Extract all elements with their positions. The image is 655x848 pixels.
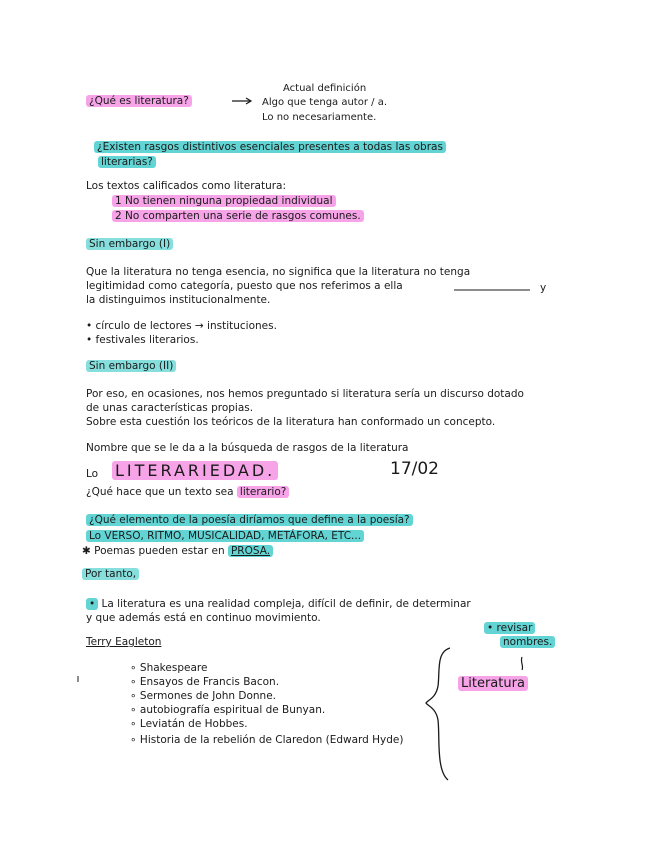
s1-paragraph-line-2: legitimidad como categoría, puesto que nos referimos a ella	[86, 280, 403, 292]
literariedad-arrow: Lo	[86, 468, 99, 480]
eagleton-item-6: ∘ Historia de la rebelión de Claredon (Edward Hyde)	[130, 734, 404, 746]
actual-definition-title: Actual definición	[283, 83, 367, 94]
eagleton-item-2: ∘ Ensayos de Francis Bacon.	[130, 676, 280, 688]
s1-paragraph-line-2-end: y	[540, 282, 547, 294]
poesia-answer: Lo VERSO, RITMO, MUSICALIDAD, METÁFORA, ETC...	[86, 530, 364, 543]
date: 17/02	[390, 459, 439, 479]
actual-definition-line-1: Algo que tenga autor / a.	[262, 97, 387, 108]
actual-definition-line-2: Lo no necesariamente.	[262, 112, 377, 123]
side-note-line-1: • revisar	[484, 622, 535, 635]
poesia-question: ¿Qué elemento de la poesía diríamos que define a la poesía?	[86, 514, 413, 527]
s2-paragraph-line-1: Por eso, en ocasiones, nos hemos preguntado si literatura sería un discurso dotado	[86, 388, 524, 400]
side-note-line-2: nombres.	[500, 636, 555, 649]
s1-paragraph-line-3: la distinguimos institucionalmente.	[86, 294, 271, 306]
s1-bullet-1: • círculo de lectores → instituciones.	[86, 320, 277, 332]
bullet-dot-icon: •	[86, 598, 98, 610]
s2-paragraph-line-3: Sobre esta cuestión los teóricos de la literatura han conformado un concepto.	[86, 416, 496, 428]
por-tanto-heading: Por tanto,	[82, 568, 139, 581]
poesia-note: ✱ Poemas pueden estar en PROSA.	[82, 545, 273, 558]
eagleton-name: Terry Eagleton	[86, 636, 162, 648]
s2-question: ¿Qué hace que un texto sea literario?	[86, 486, 289, 499]
sin-embargo-2-heading: Sin embargo (II)	[86, 360, 176, 373]
eagleton-item-5: ∘ Leviatán de Hobbes.	[130, 718, 248, 730]
question-highlight: ¿Qué es literatura?	[86, 95, 192, 107]
literatura-label: Literatura	[458, 677, 528, 690]
s1-bullet-2: • festivales literarios.	[86, 334, 199, 346]
por-tanto-line-2: y que además está en continuo movimiento.	[86, 612, 321, 624]
s2-paragraph-line-2: de unas características propias.	[86, 402, 254, 414]
eagleton-item-4: ∘ autobiografía espiritual de Bunyan.	[130, 704, 326, 716]
textos-item-1: 1 No tienen ninguna propiedad individual	[112, 195, 336, 208]
q2-line-2: literarias?	[98, 156, 156, 169]
eagleton-item-1: ∘ Shakespeare	[130, 662, 208, 674]
q2-line-1: ¿Existen rasgos distintivos esenciales presentes a todas las obras	[94, 141, 446, 154]
s2-paragraph-line-4: Nombre que se le da a la búsqueda de rasgos de la literatura	[86, 442, 409, 454]
number-1-icon: 1	[115, 195, 122, 207]
question-title	[86, 95, 192, 108]
literariedad-term: LITERARIEDAD.	[112, 464, 278, 477]
prosa-highlight: PROSA.	[228, 545, 273, 557]
number-2-icon: 2	[115, 210, 122, 222]
sin-embargo-1-heading: Sin embargo (I)	[86, 238, 173, 251]
s1-paragraph-line-1: Que la literatura no tenga esencia, no significa que la literatura no tenga	[86, 266, 471, 278]
textos-item-2: 2 No comparten una serie de rasgos comunes.	[112, 210, 364, 223]
eagleton-item-3: ∘ Sermones de John Donne.	[130, 690, 277, 702]
textos-intro: Los textos calificados como literatura:	[86, 180, 287, 192]
por-tanto-line-1: • La literatura es una realidad compleja, difícil de definir, de determinar	[86, 598, 471, 611]
literario-highlight: literario?	[237, 486, 289, 498]
